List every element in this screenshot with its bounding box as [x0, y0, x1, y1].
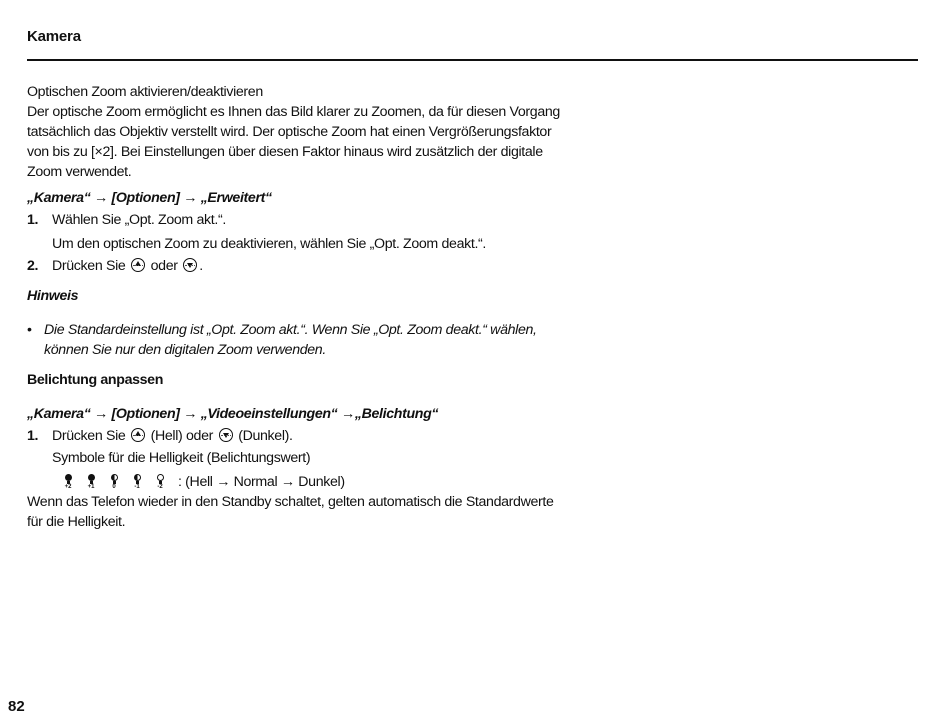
exposure-levels-text: : (Hell → Normal → Dunkel)	[178, 474, 345, 491]
exposure-menu-path: „Kamera“ → [Optionen] → „Videoeinstellungen“ →„Belichtung“	[27, 406, 439, 423]
step-text-mid: oder	[150, 258, 178, 274]
exposure-footer-line: für die Helligkeit.	[27, 514, 126, 531]
exposure-step-1-detail: Symbole für die Helligkeit (Belichtungswert)	[52, 450, 311, 467]
level-label: -1	[134, 483, 140, 490]
step-text	[52, 256, 203, 276]
note-text	[44, 320, 537, 360]
zoom-description-line: tatsächlich das Objektiv verstellt wird. Der optische Zoom hat einen Vergrößerungsfaktor	[27, 124, 552, 140]
exposure-section-title: Belichtung anpassen	[27, 372, 164, 389]
up-nav-key-icon	[131, 428, 145, 442]
level-label: -2	[157, 483, 163, 490]
header-rule	[27, 59, 918, 61]
page-content	[27, 82, 607, 532]
zoom-description-line: von bis zu [×2]. Bei Einstellungen über diesen Faktor hinaus wird zusätzlich der digitale	[27, 144, 543, 160]
step-text-post: .	[199, 258, 203, 274]
bulb-shape	[88, 474, 95, 481]
step-text-pre: Drücken Sie	[52, 258, 126, 274]
step-number: 1.	[27, 212, 39, 228]
zoom-section-title: Optischen Zoom aktivieren/deaktivieren	[27, 84, 263, 100]
brightness-level-icon	[57, 474, 79, 491]
up-nav-key-icon	[131, 258, 145, 272]
step-text	[52, 426, 293, 446]
page-number: 82	[8, 698, 25, 715]
exposure-footer-line: Wenn das Telefon wieder in den Standby schaltet, gelten automatisch die Standardwerte	[27, 494, 554, 511]
level-label: 0	[112, 483, 116, 490]
step-number: 1.	[27, 428, 39, 445]
step-number: 2.	[27, 258, 39, 274]
brightness-level-icon	[80, 474, 102, 491]
zoom-step-1	[27, 210, 607, 230]
level-label: +1	[87, 483, 95, 490]
step-text: Wählen Sie „Opt. Zoom akt.“.	[52, 212, 226, 228]
note-line: Die Standardeinstellung ist „Opt. Zoom akt.“. Wenn Sie „Opt. Zoom deakt.“ wählen,	[44, 322, 537, 339]
zoom-description-line: Zoom verwendet.	[27, 164, 132, 180]
zoom-description-line: Der optische Zoom ermöglicht es Ihnen das Bild klarer zu Zoomen, da für diesen Vorgang	[27, 104, 560, 120]
exposure-step-1	[27, 426, 607, 446]
page-header-title: Kamera	[27, 28, 81, 45]
bulb-shape	[157, 474, 164, 481]
brightness-level-icon	[126, 474, 148, 491]
bullet-dot: •	[27, 322, 32, 339]
exposure-levels-row	[57, 472, 607, 492]
note-title: Hinweis	[27, 288, 79, 304]
down-nav-key-icon	[219, 428, 233, 442]
step-text-pre: Drücken Sie	[52, 428, 126, 445]
note-bullet	[27, 320, 607, 360]
bulb-shape	[134, 474, 141, 481]
note-line: können Sie nur den digitalen Zoom verwenden.	[44, 342, 326, 359]
step-text-mid: (Hell) oder	[150, 428, 214, 445]
brightness-level-icon	[149, 474, 171, 491]
down-nav-key-icon	[183, 258, 197, 272]
brightness-level-icon	[103, 474, 125, 491]
bulb-shape	[65, 474, 72, 481]
level-label: +2	[64, 483, 72, 490]
step-text-post: (Dunkel).	[238, 428, 293, 445]
zoom-menu-path: „Kamera“ → [Optionen] → „Erweitert“	[27, 190, 272, 206]
zoom-step-1-detail: Um den optischen Zoom zu deaktivieren, wählen Sie „Opt. Zoom deakt.“.	[52, 236, 487, 252]
bulb-shape	[111, 474, 118, 481]
zoom-step-2	[27, 256, 607, 276]
